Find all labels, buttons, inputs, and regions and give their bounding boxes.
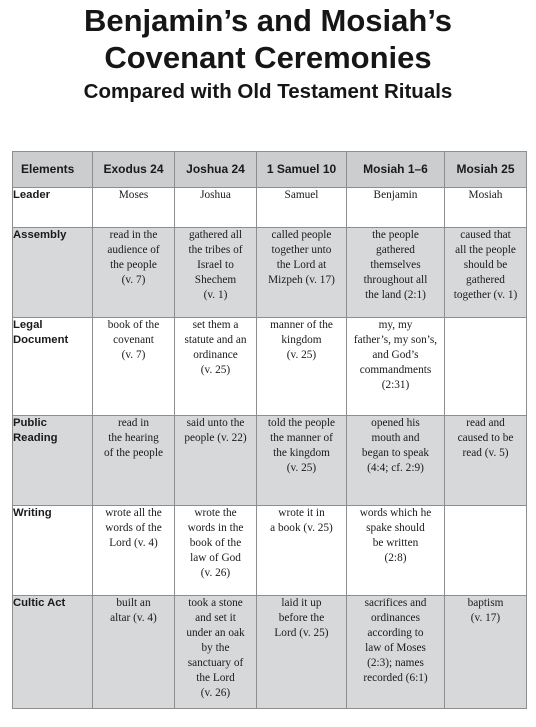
cell-leader-mosiah-1-6 (347, 188, 445, 228)
row-label-line: Leader (13, 189, 51, 201)
row-cultic-act (13, 596, 527, 709)
cell-text-line: kingdom (281, 334, 322, 346)
cell-text-line: Shechem (194, 274, 237, 286)
cell-text-line: the tribes of (188, 244, 243, 256)
cell-text-line: (2:31) (381, 379, 410, 391)
cell-text-line: by the (201, 642, 230, 654)
cell-text-line: began to speak (361, 447, 430, 459)
cell-public-reading-mosiah-1-6 (347, 416, 445, 506)
cell-cultic-act-joshua-24 (175, 596, 257, 709)
cell-text-line: the people (372, 229, 419, 241)
cell-text-line: set them a (192, 319, 239, 331)
cell-text-line: (v. 25) (286, 462, 317, 474)
row-label-line: Document (13, 334, 69, 346)
cell-text-line: Lord (v. 4) (109, 537, 158, 549)
cell-text-line: Moses (118, 189, 149, 201)
col-header-mosiah-25: Mosiah 25 (445, 152, 527, 188)
cell-text-line: (v. 17) (470, 612, 501, 624)
cell-text-line: (v. 7) (121, 349, 146, 361)
cell-text-line: together unto (271, 244, 332, 256)
cell-text-line: (2:8) (384, 552, 407, 564)
cell-text-line: law of Moses (365, 642, 426, 654)
cell-text-line: should be (463, 259, 508, 271)
cell-text-line: told the people (267, 417, 336, 429)
row-label-cultic-act (13, 596, 93, 709)
cell-text-line: recorded (6:1) (363, 672, 428, 684)
col-header-mosiah-1-6: Mosiah 1–6 (347, 152, 445, 188)
cell-text-line: commandments (359, 364, 432, 376)
col-header-exodus-24: Exodus 24 (93, 152, 175, 188)
col-header-1-samuel-10: 1 Samuel 10 (257, 152, 347, 188)
cell-assembly-exodus-24 (93, 228, 175, 318)
cell-text-line: read in (117, 417, 150, 429)
cell-text-line: ordinance (193, 349, 238, 361)
cell-text-line: gathered (376, 244, 415, 256)
cell-public-reading-mosiah-25 (445, 416, 527, 506)
cell-text-line: ordinances (371, 612, 420, 624)
cell-text-line: together (v. 1) (453, 289, 518, 301)
row-label-line: Assembly (13, 229, 67, 241)
cell-text-line: gathered (466, 274, 505, 286)
cell-writing-1-samuel-10 (257, 506, 347, 596)
row-label-leader (13, 188, 93, 228)
cell-text-line: the kingdom (273, 447, 330, 459)
cell-public-reading-exodus-24 (93, 416, 175, 506)
cell-text-line: manner of the (270, 319, 333, 331)
cell-text-line: caused to be (457, 432, 514, 444)
cell-assembly-joshua-24 (175, 228, 257, 318)
cell-text-line: wrote it in (278, 507, 325, 519)
cell-text-line: took a stone (188, 597, 243, 609)
cell-cultic-act-mosiah-1-6 (347, 596, 445, 709)
cell-text-line: words in the (187, 522, 244, 534)
cell-text-line: Benjamin (373, 189, 418, 201)
cell-public-reading-joshua-24 (175, 416, 257, 506)
cell-legal-document-1-samuel-10 (257, 318, 347, 416)
cell-text-line: Joshua (200, 189, 231, 201)
cell-legal-document-mosiah-25 (445, 318, 527, 416)
row-assembly (13, 228, 527, 318)
row-public-reading (13, 416, 527, 506)
row-writing (13, 506, 527, 596)
cell-leader-mosiah-25 (445, 188, 527, 228)
cell-text-line: sanctuary of (187, 657, 244, 669)
cell-text-line: and God’s (372, 349, 419, 361)
subtitle: Compared with Old Testament Rituals (83, 80, 453, 103)
cell-text-line: book of the (189, 537, 242, 549)
title-block (0, 0, 536, 106)
cell-text-line: (v. 25) (200, 364, 231, 376)
cell-text-line: laid it up (281, 597, 322, 609)
cell-text-line: Samuel (284, 189, 319, 201)
cell-text-line: (v. 25) (286, 349, 317, 361)
cell-text-line: read (v. 5) (462, 447, 509, 459)
cell-text-line: according to (367, 627, 424, 639)
cell-text-line: of the people (104, 447, 163, 459)
row-label-writing (13, 506, 93, 596)
cell-text-line: a book (v. 25) (270, 522, 333, 534)
cell-text-line: father’s, my son’s, (353, 334, 438, 346)
cell-writing-mosiah-25 (445, 506, 527, 596)
cell-writing-mosiah-1-6 (347, 506, 445, 596)
cell-cultic-act-exodus-24 (93, 596, 175, 709)
cell-leader-1-samuel-10 (257, 188, 347, 228)
row-label-assembly (13, 228, 93, 318)
cell-text-line: wrote the (194, 507, 237, 519)
cell-leader-joshua-24 (175, 188, 257, 228)
row-label-line: Legal (13, 319, 43, 331)
cell-text-line: law of God (190, 552, 241, 564)
cell-text-line: said unto the (186, 417, 245, 429)
cell-legal-document-exodus-24 (93, 318, 175, 416)
cell-text-line: (v. 26) (200, 567, 231, 579)
cell-text-line: mouth and (371, 432, 420, 444)
cell-text-line: the people (110, 259, 157, 271)
cell-text-line: altar (v. 4) (110, 612, 157, 624)
cell-text-line: read in the (109, 229, 158, 241)
cell-text-line: throughout all (363, 274, 428, 286)
row-label-line: Cultic Act (13, 597, 66, 609)
col-header-elements: Elements (13, 152, 93, 188)
row-label-line: Writing (13, 507, 52, 519)
cell-text-line: Mizpeh (v. 17) (268, 274, 335, 286)
cell-text-line: Mosiah (468, 189, 503, 201)
cell-text-line: opened his (371, 417, 420, 429)
cell-text-line: Lord (v. 25) (274, 627, 329, 639)
cell-writing-exodus-24 (93, 506, 175, 596)
cell-text-line: audience of (107, 244, 160, 256)
cell-assembly-mosiah-1-6 (347, 228, 445, 318)
header-row (13, 152, 527, 188)
col-header-joshua-24: Joshua 24 (175, 152, 257, 188)
cell-text-line: the Lord at (276, 259, 327, 271)
cell-text-line: sacrifices and (364, 597, 427, 609)
cell-legal-document-mosiah-1-6 (347, 318, 445, 416)
row-leader (13, 188, 527, 228)
cell-text-line: statute and an (184, 334, 247, 346)
row-label-line: Reading (13, 432, 58, 444)
cell-assembly-mosiah-25 (445, 228, 527, 318)
cell-text-line: (2:3); names (367, 657, 424, 669)
cell-text-line: words which he (359, 507, 432, 519)
cell-public-reading-1-samuel-10 (257, 416, 347, 506)
title-line-2: Covenant Ceremonies (104, 40, 432, 75)
cell-text-line: covenant (113, 334, 154, 346)
cell-text-line: be written (372, 537, 419, 549)
row-label-line: Public (13, 417, 47, 429)
cell-writing-joshua-24 (175, 506, 257, 596)
cell-text-line: and set it (195, 612, 236, 624)
cell-text-line: spake should (366, 522, 425, 534)
cell-text-line: themselves (370, 259, 421, 271)
cell-text-line: before the (278, 612, 325, 624)
cell-text-line: (v. 7) (121, 274, 146, 286)
cell-text-line: words of the (105, 522, 162, 534)
cell-text-line: the hearing (108, 432, 159, 444)
cell-leader-exodus-24 (93, 188, 175, 228)
cell-cultic-act-1-samuel-10 (257, 596, 347, 709)
cell-text-line: read and (466, 417, 505, 429)
cell-text-line: people (v. 22) (184, 432, 247, 444)
cell-cultic-act-mosiah-25 (445, 596, 527, 709)
cell-text-line: baptism (467, 597, 504, 609)
cell-text-line: book of the (107, 319, 160, 331)
cell-legal-document-joshua-24 (175, 318, 257, 416)
cell-text-line: the Lord (196, 672, 235, 684)
cell-text-line: under an oak (186, 627, 245, 639)
cell-text-line: called people (271, 229, 332, 241)
cell-assembly-1-samuel-10 (257, 228, 347, 318)
cell-text-line: (4:4; cf. 2:9) (367, 462, 424, 474)
cell-text-line: Israel to (197, 259, 234, 271)
cell-text-line: all the people (455, 244, 516, 256)
comparison-table (12, 151, 527, 709)
cell-text-line: built an (116, 597, 151, 609)
cell-text-line: wrote all the (105, 507, 162, 519)
title-line-1: Benjamin’s and Mosiah’s (83, 3, 453, 38)
row-label-legal-document (13, 318, 93, 416)
cell-text-line: (v. 1) (203, 289, 228, 301)
cell-text-line: gathered all (188, 229, 242, 241)
row-label-public-reading (13, 416, 93, 506)
cell-text-line: the land (2:1) (365, 289, 426, 301)
row-legal-document (13, 318, 527, 416)
cell-text-line: my, my (378, 319, 413, 331)
cell-text-line: (v. 26) (200, 687, 231, 699)
cell-text-line: the manner of (270, 432, 333, 444)
cell-text-line: caused that (460, 229, 511, 241)
